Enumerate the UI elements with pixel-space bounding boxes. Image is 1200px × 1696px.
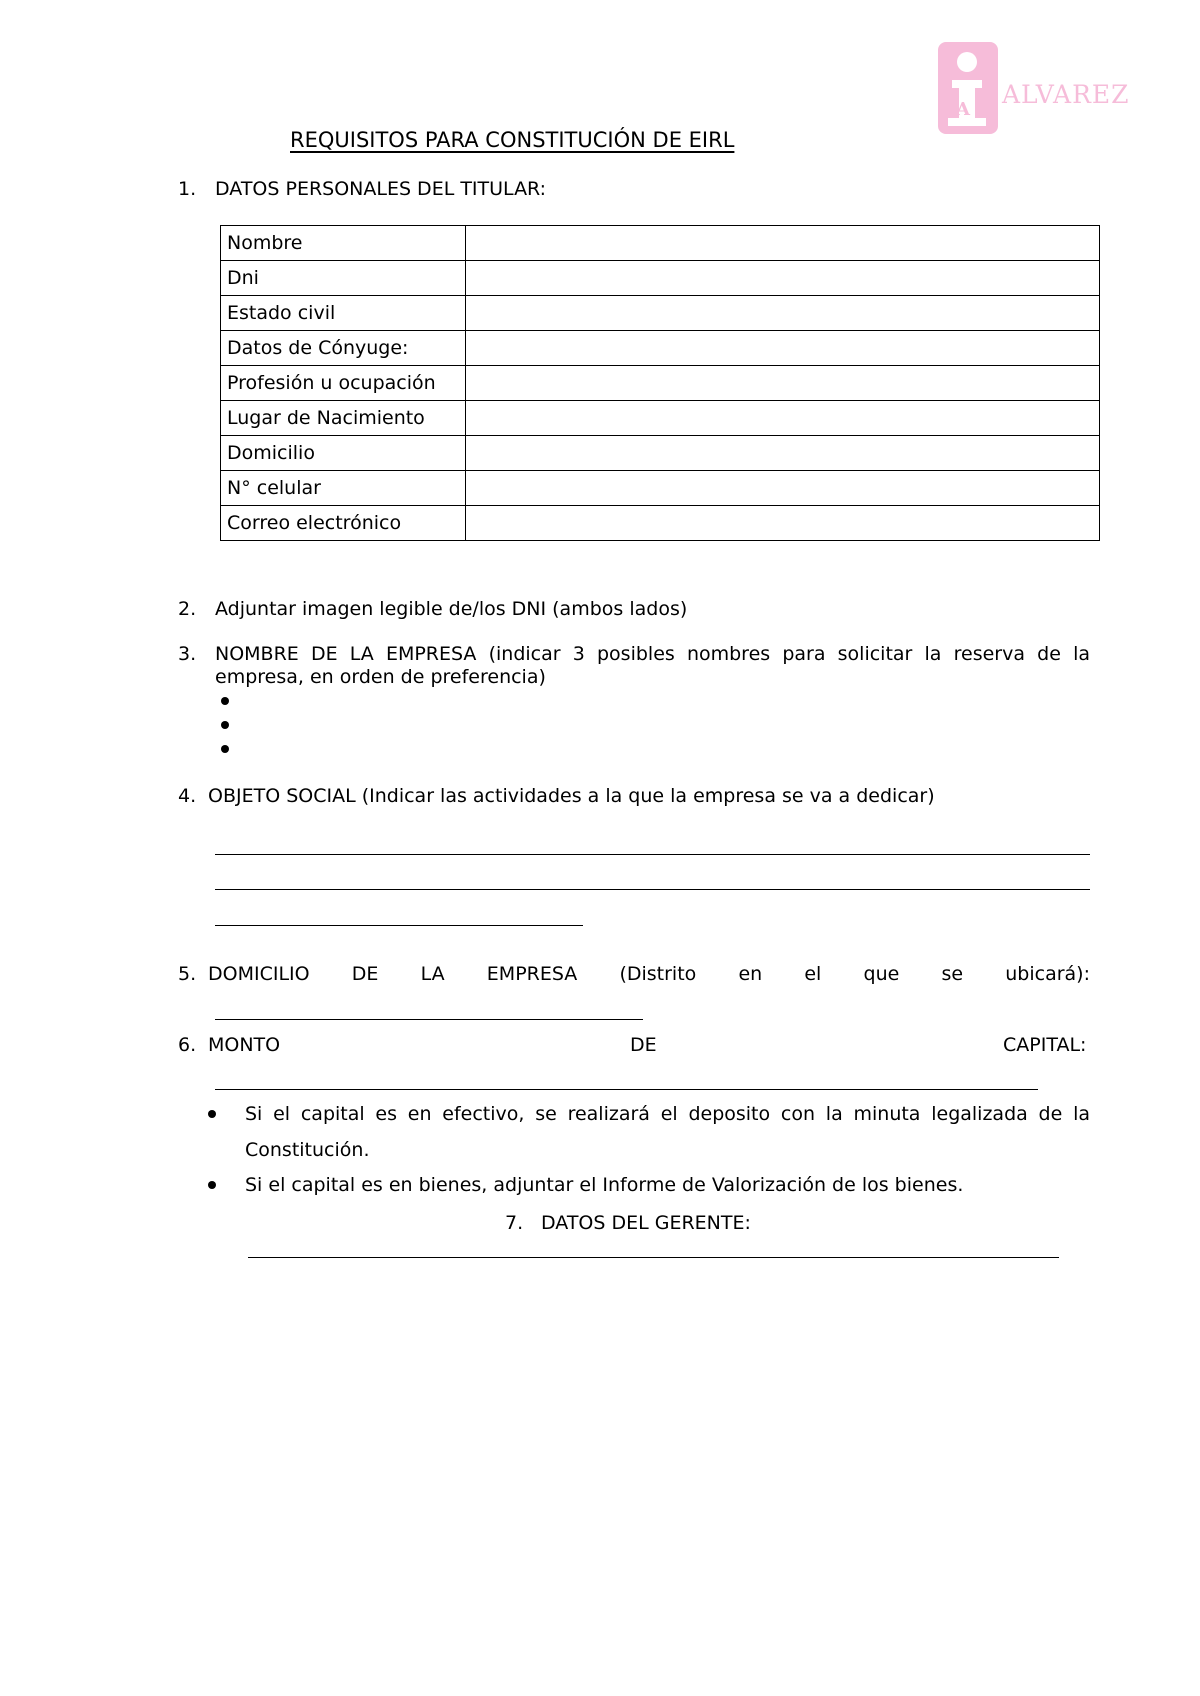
section-3-line-2: empresa, en orden de preferencia) [215, 666, 546, 688]
answer-line [215, 1019, 643, 1020]
field-value-cell[interactable] [466, 226, 1100, 261]
note-1-line-2: Constitución. [245, 1139, 370, 1161]
note-bullet-1 [208, 1110, 216, 1118]
answer-line [215, 889, 1090, 890]
table-row [221, 366, 1100, 401]
answer-line [215, 925, 583, 926]
note-2-text: Si el capital es en bienes, adjuntar el Informe de Valorización de los bienes. [245, 1174, 964, 1196]
field-label: Estado civil [221, 296, 466, 331]
table-row [221, 506, 1100, 541]
field-label: Profesión u ocupación [221, 366, 466, 401]
note-1-line-1: Si el capital es en efectivo, se realizará el deposito con la minuta legalizada de la [245, 1103, 1090, 1125]
svg-text:A: A [956, 99, 970, 120]
section-6-number: 6. [178, 1034, 197, 1056]
field-label: Domicilio [221, 436, 466, 471]
table-row [221, 331, 1100, 366]
table-row [221, 401, 1100, 436]
field-value-cell[interactable] [466, 436, 1100, 471]
field-label: Lugar de Nacimiento [221, 401, 466, 436]
table-row [221, 436, 1100, 471]
field-value-cell[interactable] [466, 506, 1100, 541]
answer-line [215, 1089, 1038, 1090]
section-6-word-2: DE [630, 1034, 657, 1056]
field-label: N° celular [221, 471, 466, 506]
answer-line [248, 1257, 1059, 1258]
field-value-cell[interactable] [466, 331, 1100, 366]
field-value-cell[interactable] [466, 296, 1100, 331]
section-4-number: 4. [178, 785, 197, 807]
section-6-word-1: MONTO [208, 1034, 281, 1056]
section-3-line-1: NOMBRE DE LA EMPRESA (indicar 3 posibles nombres para solicitar la reserva de la [215, 643, 1090, 665]
section-5-number: 5. [178, 963, 197, 985]
field-value-cell[interactable] [466, 401, 1100, 436]
section-2-text: Adjuntar imagen legible de/los DNI (ambos lados) [215, 598, 688, 620]
field-value-cell[interactable] [466, 261, 1100, 296]
section-4-text: OBJETO SOCIAL (Indicar las actividades a la que la empresa se va a dedicar) [208, 785, 935, 807]
answer-line [215, 854, 1090, 855]
empty-bullet-2 [221, 721, 229, 729]
empty-bullet-3 [221, 745, 229, 753]
field-label: Datos de Cónyuge: [221, 331, 466, 366]
alvarez-logo [936, 40, 1156, 136]
note-bullet-2 [208, 1181, 216, 1189]
section-1-number: 1. [178, 178, 197, 200]
section-6-word-3: CAPITAL: [1003, 1034, 1087, 1056]
section-3-number: 3. [178, 643, 197, 665]
section-1-label: DATOS PERSONALES DEL TITULAR: [215, 178, 547, 200]
personal-data-table [220, 225, 1100, 541]
field-value-cell[interactable] [466, 366, 1100, 401]
field-label: Dni [221, 261, 466, 296]
field-value-cell[interactable] [466, 471, 1100, 506]
section-5-text: DOMICILIO DE LA EMPRESA (Distrito en el que se ubicará): [208, 963, 1090, 985]
alvarez-logo-mark-icon [936, 40, 1000, 136]
document-title: REQUISITOS PARA CONSTITUCIÓN DE EIRL [290, 128, 735, 152]
section-7-number: 7. [505, 1212, 524, 1234]
field-label: Correo electrónico [221, 506, 466, 541]
logo-text: ALVAREZ [1002, 80, 1130, 109]
table-row [221, 261, 1100, 296]
table-row [221, 471, 1100, 506]
field-label: Nombre [221, 226, 466, 261]
empty-bullet-1 [221, 697, 229, 705]
section-7-label: DATOS DEL GERENTE: [541, 1212, 751, 1234]
table-row [221, 226, 1100, 261]
table-row [221, 296, 1100, 331]
section-2-number: 2. [178, 598, 197, 620]
